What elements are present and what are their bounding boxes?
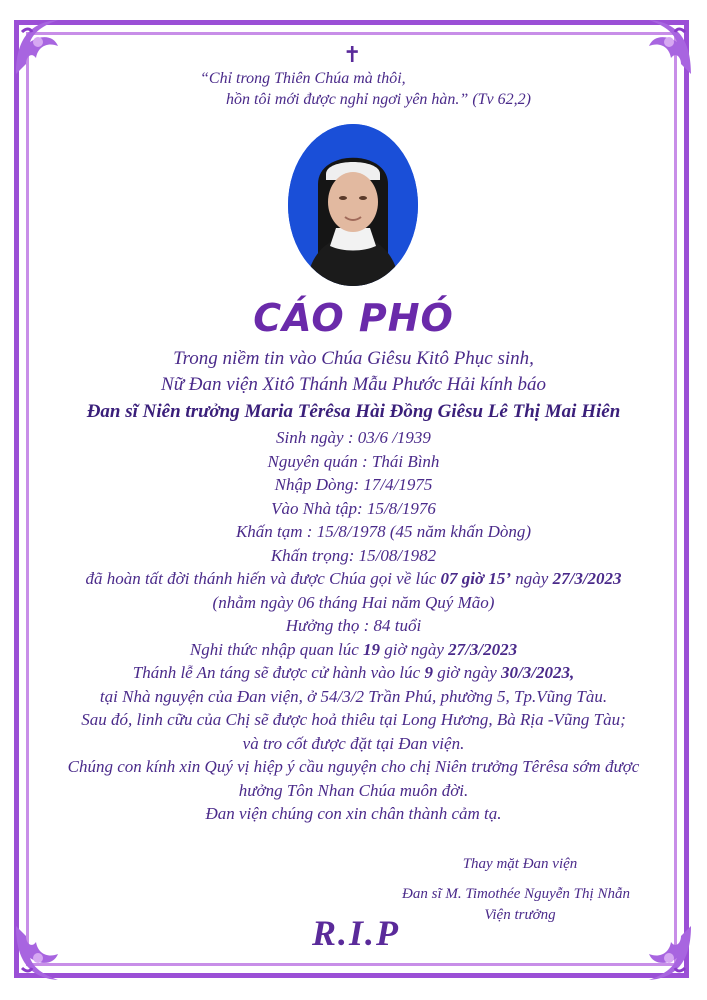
intro-line-1: Trong niềm tin vào Chúa Giêsu Kitô Phục sinh, [173, 348, 534, 369]
temporary-vows: Khấn tạm : 15/8/1978 (45 năm khấn Dòng) [235, 522, 532, 541]
cross-icon: ✝ [343, 42, 362, 67]
thanks-line: Đan viện chúng con xin chân thành cảm tạ. [205, 804, 502, 823]
prayer-line-2: hưởng Tôn Nhan Chúa muôn đời. [238, 780, 469, 800]
funeral-line [30, 661, 677, 685]
quote-line-1: “Chỉ trong Thiên Chúa mà thôi, [200, 70, 406, 87]
coffin-hour: 19 [363, 639, 381, 659]
coffin-prefix: Nghi thức nhập quan lúc [189, 639, 364, 659]
hometown: Nguyên quán : Thái Bình [267, 451, 440, 471]
entry-date: Nhập Dòng: 17/4/1975 [274, 475, 433, 494]
death-time: 07 giờ 15’ [440, 569, 512, 588]
coffin-date: 27/3/2023 [448, 639, 518, 659]
death-date: 27/3/2023 [552, 569, 622, 588]
signature-role: Viện trưởng [484, 907, 556, 923]
scripture-quote [200, 68, 640, 110]
death-line [30, 567, 677, 591]
funeral-place: tại Nhà nguyện của Đan viện, ở 54/3/2 Trần Phú, phường 5, Tp.Vũng Tàu. [99, 686, 608, 706]
prayer-line-1: Chúng con kính xin Quý vị hiệp ý cầu nguyện cho chị Niên trưởng Têrêsa sớm được [67, 757, 640, 776]
lunar-date: (nhằm ngày 06 tháng Hai năm Quý Mão) [212, 592, 495, 612]
cremation-line: Sau đó, linh cữu của Chị sẽ được hoả thiêu tại Long Hương, Bà Rịa -Vũng Tàu; [81, 710, 626, 729]
coffin-line [30, 638, 677, 662]
corner-ornament-bottom-right [629, 918, 699, 988]
birth-date: Sinh ngày : 03/6 /1939 [276, 428, 431, 447]
page-title: CÁO PHÓ [253, 296, 454, 340]
funeral-date: 30/3/2023, [501, 663, 575, 682]
announcement-body [30, 346, 677, 826]
novitiate-date: Vào Nhà tập: 15/8/1976 [271, 498, 436, 518]
corner-ornament-top-left [8, 12, 78, 82]
funeral-prefix: Thánh lễ An táng sẽ được cử hành vào lúc [132, 663, 425, 682]
signature-on-behalf: Thay mặt Đan viện [462, 856, 578, 872]
intro-line-2: Nữ Đan viện Xitô Thánh Mẫu Phước Hải kính báo [161, 374, 546, 395]
funeral-hour: 9 [424, 663, 433, 682]
coffin-mid: giờ ngày [380, 639, 449, 659]
death-mid: ngày [511, 569, 553, 588]
deceased-name: Đan sĩ Niên trưởng Maria Têrêsa Hài Đồng Giêsu Lê Thị Mai Hiên [86, 401, 621, 422]
final-vows: Khấn trọng: 15/08/1982 [270, 545, 437, 565]
portrait-illustration [288, 124, 418, 286]
ashes-line: và tro cốt được đặt tại Đan viện. [242, 733, 465, 753]
quote-line-2: hồn tôi mới được nghỉ ngơi yên hàn.” (Tv 62,2) [226, 91, 531, 108]
age: Hưởng thọ : 84 tuổi [285, 616, 422, 635]
rip-text: R.I.P [312, 913, 401, 953]
portrait-photo [288, 124, 418, 286]
death-prefix: đã hoàn tất đời thánh hiến và được Chúa gọi về lúc [85, 569, 441, 588]
funeral-mid: giờ ngày [432, 663, 502, 682]
corner-ornament-bottom-left [8, 918, 78, 988]
signature-name: Đan sĩ M. Timothée Nguyễn Thị Nhẫn [402, 886, 630, 902]
